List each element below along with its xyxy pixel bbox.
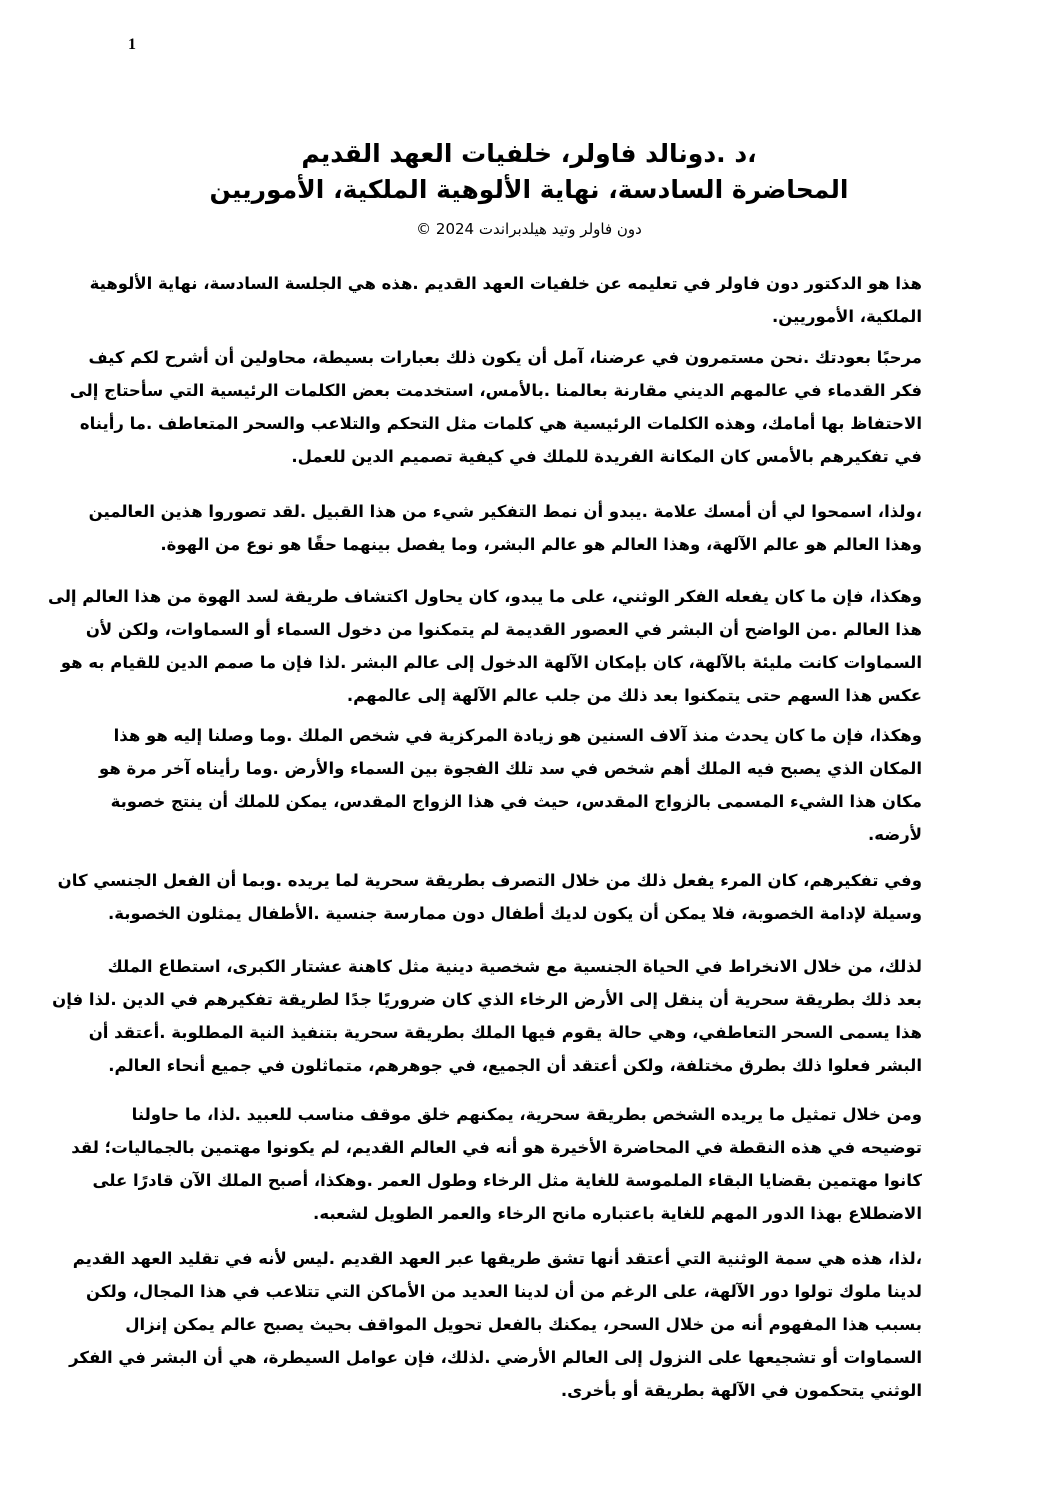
paragraph-line: ومن خلال تمثيل ما يريده الشخص بطريقة سحرية، يمكنهم خلق موقف مناسب للعبيد .لذا، ما حاولنا bbox=[131, 1105, 922, 1124]
paragraph-line: هذا العالم .من الواضح أن البشر في العصور القديمة لم يتمكنوا من دخول السماء أو السماوات، ولكن لأن bbox=[85, 620, 922, 639]
paragraph-line: الوثني يتحكمون في الآلهة بطريقة أو بأخرى. bbox=[560, 1381, 922, 1400]
copyright-subtitle: دون فاولر وتيد هيلدبراندت 2024 © bbox=[416, 220, 642, 238]
paragraph bbox=[71, 1098, 922, 1230]
paragraph-line: ،ولذا، اسمحوا لي أن أمسك علامة .يبدو أن نمط التفكير شيء من هذا القبيل .لقد تصوروا هذين العالمين bbox=[88, 502, 922, 521]
paragraph-line: توضيحه في هذه النقطة في المحاضرة الأخيرة هو أنه في العالم القديم، لم يكونوا مهتمين بالجماليات؛ لقد bbox=[71, 1138, 922, 1157]
paragraph-line: وهكذا، فإن ما كان يحدث منذ آلاف السنين هو زيادة المركزية في شخص الملك .وما وصلنا إليه هو هذا bbox=[113, 726, 922, 745]
paragraph-line: السماوات أو تشجيعها على النزول إلى العالم الأرضي .لذلك، فإن عوامل السيطرة، هي أن البشر في الفكر bbox=[69, 1348, 922, 1367]
paragraph-line: بعد ذلك بطريقة سحرية أن ينقل إلى الأرض الرخاء الذي كان ضروريًا جدًا لطريقة تفكيرهم في الدين .لذا فإن bbox=[52, 990, 922, 1009]
paragraph-line: بسبب هذا المفهوم أنه من خلال السحر، يمكنك بالفعل تحويل المواقف بحيث يصبح عالم يمكن إنزال bbox=[125, 1315, 922, 1334]
paragraph-line: في تفكيرهم بالأمس كان المكانة الفريدة للملك في كيفية تصميم الدين للعمل. bbox=[291, 447, 922, 466]
paragraph bbox=[69, 341, 922, 473]
paragraph-line: البشر فعلوا ذلك بطرق مختلفة، ولكن أعتقد أن الجميع، في جوهرهم، متماثلون في جميع أنحاء العالم. bbox=[108, 1056, 922, 1075]
paragraph-line: لذلك، من خلال الانخراط في الحياة الجنسية مع شخصية دينية مثل كاهنة عشتار الكبرى، استطاع الملك bbox=[107, 957, 922, 976]
paragraph-line: كانوا مهتمين بقضايا البقاء الملموسة للغاية مثل الرخاء وطول العمر .وهكذا، أصبح الملك الآن قادرًا على bbox=[92, 1171, 922, 1190]
title-line: ،د .دونالد فاولر، خلفيات العهد القديم bbox=[301, 139, 757, 168]
paragraph-line: لأرضه. bbox=[867, 825, 922, 844]
paragraph-line: وهذا العالم هو عالم الآلهة، وهذا العالم هو عالم البشر، وما يفصل بينهما حقًا هو نوع من الهوة. bbox=[160, 535, 922, 554]
paragraph-line: الاضطلاع بهذا الدور المهم للغاية باعتباره مانح الرخاء والعمر الطويل لشعبه. bbox=[313, 1204, 922, 1223]
paragraph-line: الاحتفاظ بها أمامك، وهذه الكلمات الرئيسية هي كلمات مثل التحكم والتلاعب والسحر المتعاطف .ما رأيناه bbox=[79, 414, 922, 433]
paragraph-line: وسيلة لإدامة الخصوبة، فلا يمكن أن يكون لديك أطفال دون ممارسة جنسية .الأطفال يمثلون الخصوبة. bbox=[108, 904, 922, 923]
paragraph-line: السماوات كانت مليئة بالآلهة، كان بإمكان الآلهة الدخول إلى عالم البشر .لذا فإن ما صمم الدين للقيام به هو bbox=[60, 653, 922, 672]
paragraph bbox=[98, 719, 922, 851]
paragraph-line: فكر القدماء في عالمهم الديني مقارنة بعالمنا .بالأمس، استخدمت بعض الكلمات الرئيسية التي سأحتاج إلى bbox=[69, 381, 922, 400]
paragraph bbox=[69, 1242, 922, 1407]
paragraph-line: مرحبًا بعودتك .نحن مستمرون في عرضنا، آمل أن يكون ذلك بعبارات بسيطة، محاولين أن أشرح لكم كيف bbox=[88, 348, 922, 367]
paragraph bbox=[48, 580, 922, 712]
paragraph bbox=[57, 864, 922, 930]
paragraph-line: وفي تفكيرهم، كان المرء يفعل ذلك من خلال التصرف بطريقة سحرية لما يريده .وبما أن الفعل الجنسي كان bbox=[57, 871, 922, 890]
page-number: 1 bbox=[128, 36, 136, 53]
paragraph-line: هذا هو الدكتور دون فاولر في تعليمه عن خلفيات العهد القديم .هذه هي الجلسة السادسة، نهاية الألوهية bbox=[89, 274, 922, 293]
paragraph-line: هذا يسمى السحر التعاطفي، وهي حالة يقوم فيها الملك بطريقة سحرية بتنفيذ النية المطلوبة .أعتقد أن bbox=[88, 1023, 922, 1042]
paragraph-line: عكس هذا السهم حتى يتمكنوا بعد ذلك من جلب عالم الآلهة إلى عالمهم. bbox=[346, 686, 922, 705]
paragraph-line: المكان الذي يصبح فيه الملك أهم شخص في سد تلك الفجوة بين السماء والأرض .وما رأيناه آخر مرة هو bbox=[98, 759, 922, 778]
paragraph-line: لدينا ملوك تولوا دور الآلهة، على الرغم من أن لدينا العديد من الأماكن التي تتلاعب في هذا المجال، ولكن bbox=[86, 1282, 922, 1301]
paragraph-line: مكان هذا الشيء المسمى بالزواج المقدس، حيث في هذا الزواج المقدس، يمكن للملك أن ينتج خصوبة bbox=[110, 792, 922, 811]
paragraph bbox=[88, 495, 922, 561]
paragraph bbox=[52, 950, 922, 1082]
paragraph-line: وهكذا، فإن ما كان يفعله الفكر الوثني، على ما يبدو، كان يحاول اكتشاف طريقة لسد الهوة من هذا العالم إلى bbox=[48, 587, 922, 606]
title-line: المحاضرة السادسة، نهاية الألوهية الملكية، الأموريين bbox=[209, 175, 849, 204]
paragraph-line: الملكية، الأموريين. bbox=[771, 307, 922, 326]
paragraph-line: ،لذا، هذه هي سمة الوثنية التي أعتقد أنها تشق طريقها عبر العهد القديم .ليس لأنه في تقليد العهد القديم bbox=[72, 1249, 922, 1268]
paragraph bbox=[89, 267, 922, 333]
document-title bbox=[0, 136, 1058, 208]
